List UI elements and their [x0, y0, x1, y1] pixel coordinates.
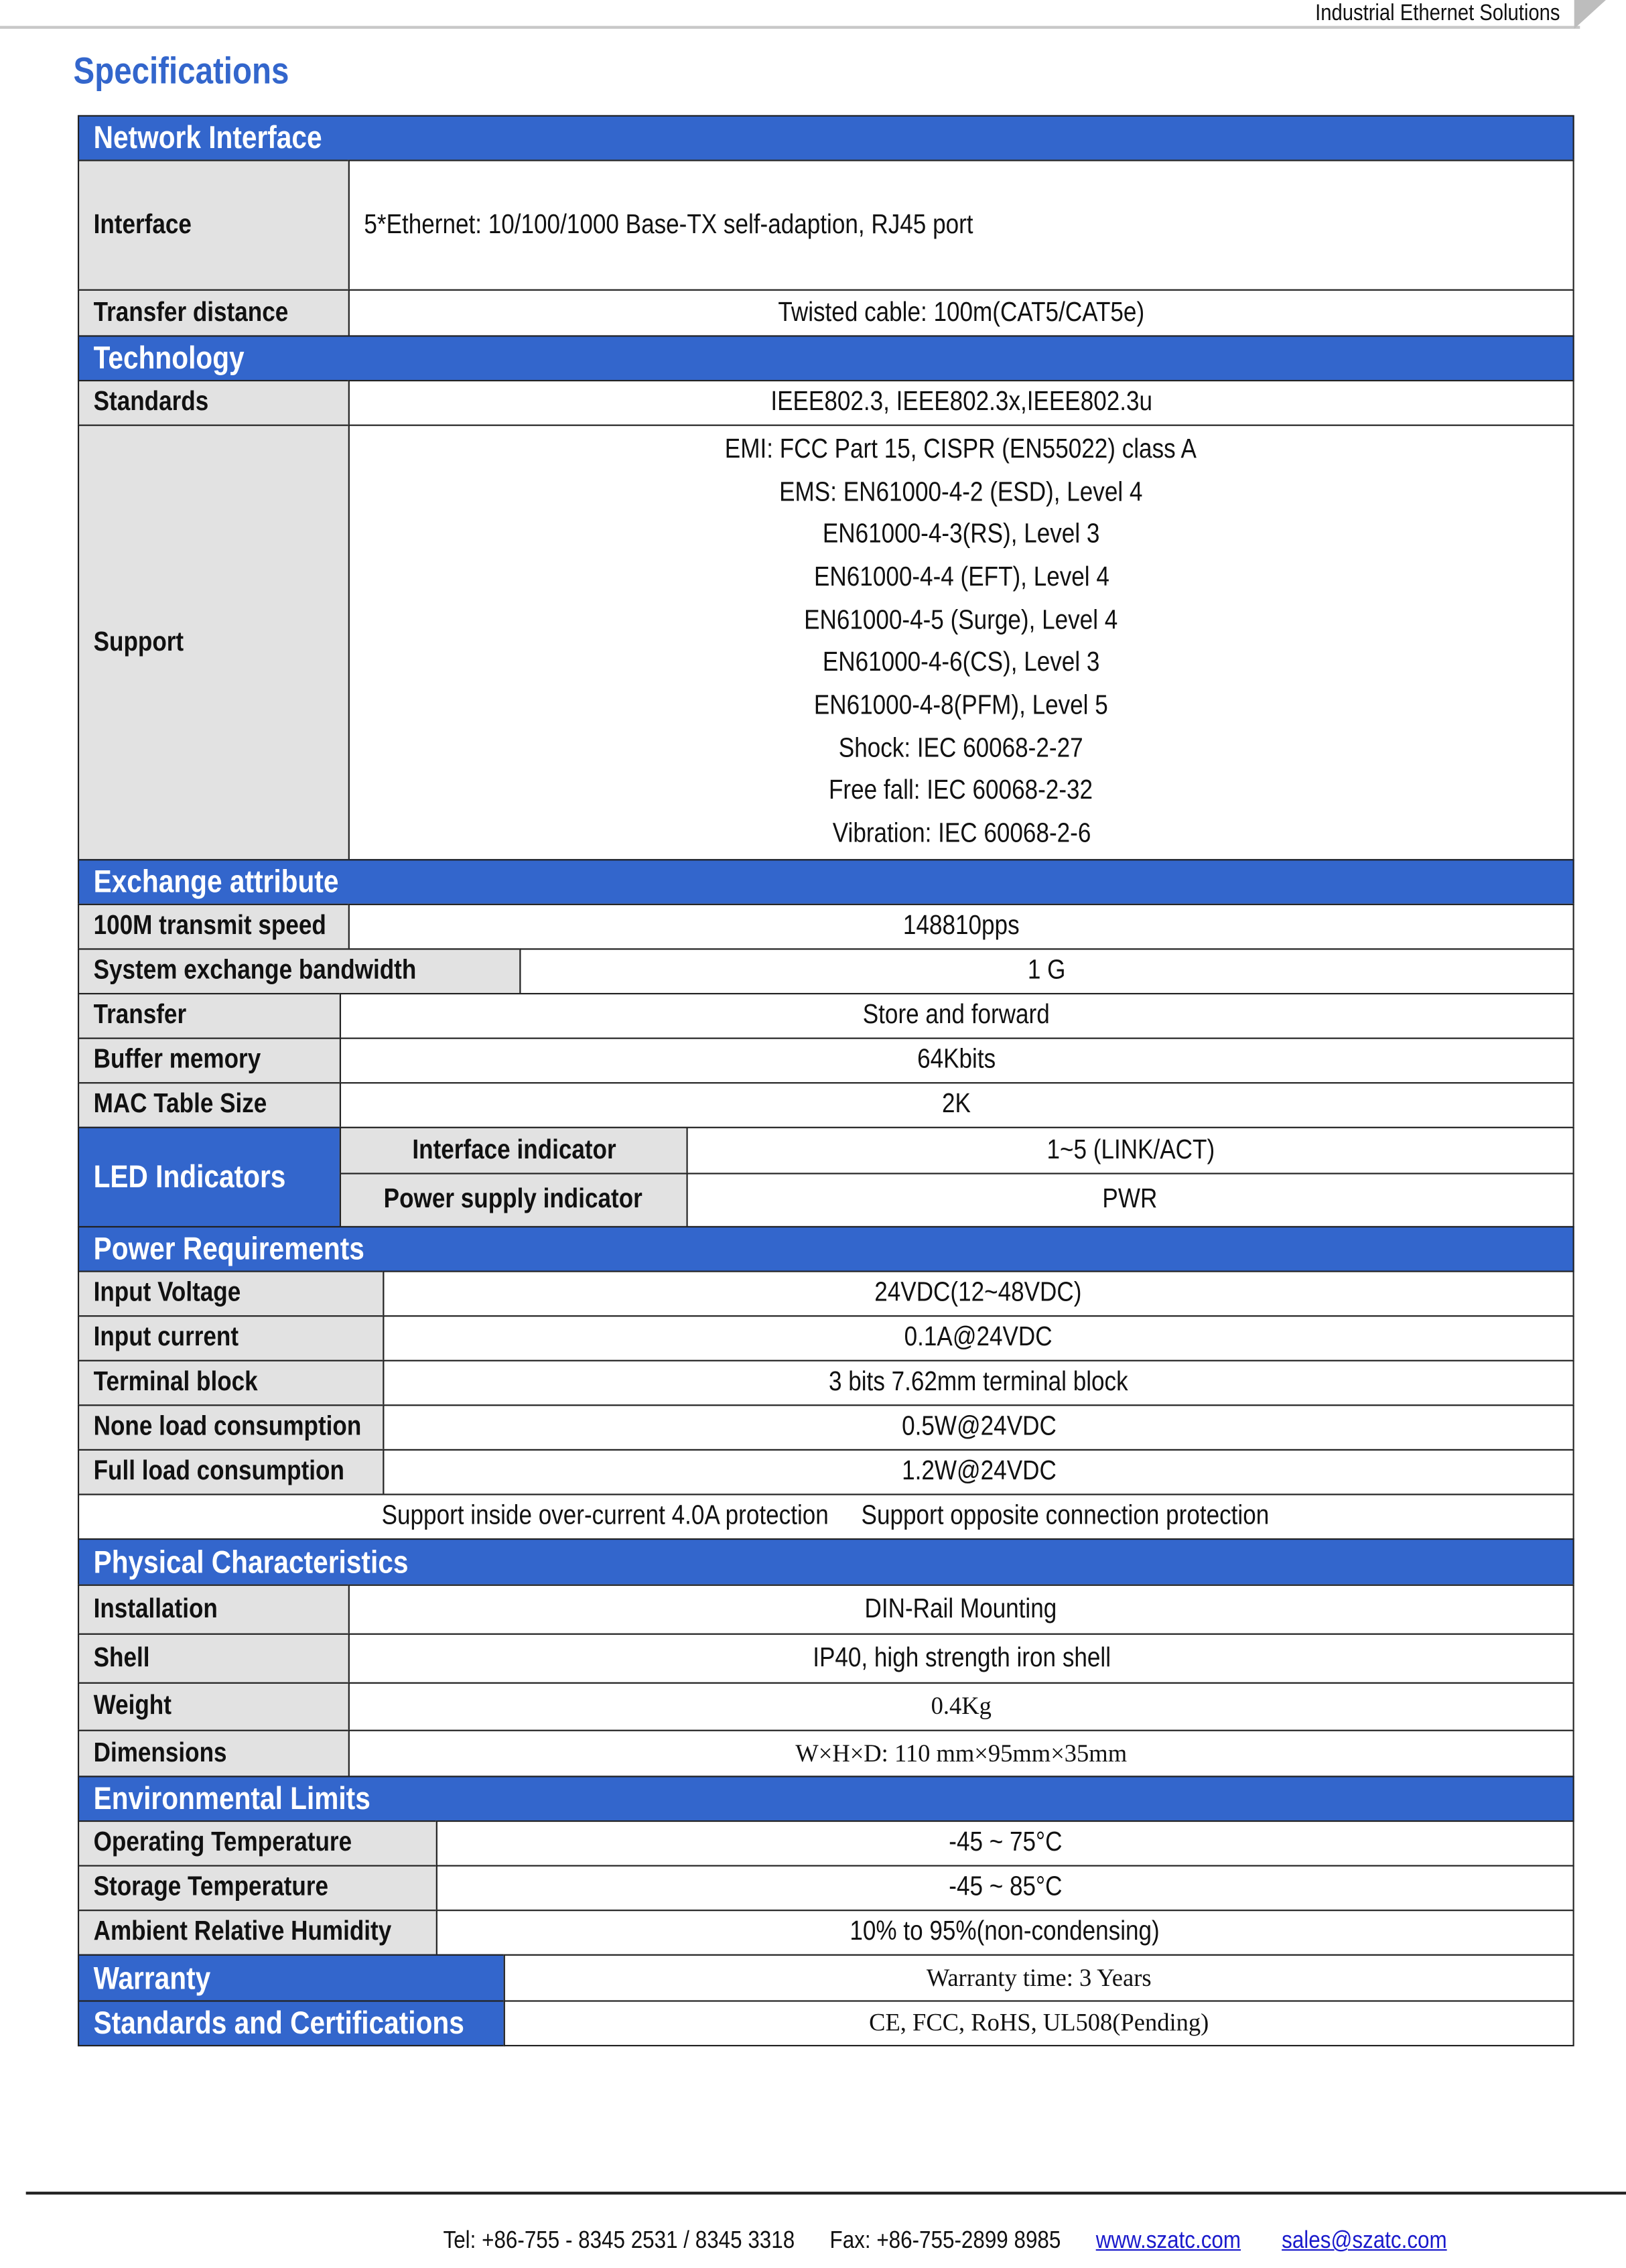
section-header-power-text: Power Requirements — [93, 1230, 364, 1267]
section-header-power — [78, 1226, 1574, 1272]
row-value-text: DIN-Rail Mounting — [865, 1593, 1058, 1624]
support-values-list — [348, 425, 1574, 861]
row-label — [78, 380, 350, 426]
footer-fax: Fax: +86-755-2899 8985 — [829, 2226, 1061, 2254]
row-value — [436, 1865, 1574, 1912]
row-value — [383, 1360, 1574, 1406]
row-value-text: -45 ~ 85°C — [948, 1872, 1062, 1903]
row-value-text: -45 ~ 75°C — [948, 1827, 1062, 1858]
section-header-physical — [78, 1538, 1574, 1586]
section-header-physical-text: Physical Characteristics — [93, 1543, 409, 1580]
row-value-text: 0.4Kg — [931, 1692, 992, 1720]
support-line: Vibration: IEC 60068-2-6 — [831, 819, 1091, 850]
row-value-text: 0.5W@24VDC — [901, 1411, 1056, 1443]
row-label — [78, 993, 341, 1039]
row-value-text: 2K — [942, 1089, 971, 1120]
section-header-certifications-text: Standards and Certifications — [93, 2004, 464, 2041]
support-line: EN61000-4-5 (Surge), Level 4 — [804, 605, 1118, 636]
header-triangle-decoration — [1574, 0, 1606, 29]
section-header-led — [78, 1127, 341, 1227]
row-label-text: System exchange bandwidth — [93, 955, 417, 986]
row-label-text: 100M transmit speed — [93, 911, 326, 941]
section-header-certifications — [78, 2000, 505, 2046]
row-label-text: Dimensions — [93, 1737, 227, 1768]
row-label-text: Installation — [93, 1593, 218, 1624]
row-value — [383, 1449, 1574, 1495]
row-label — [78, 1730, 350, 1778]
section-header-network — [78, 115, 1574, 161]
certifications-value — [504, 2000, 1574, 2046]
row-label-text: Input current — [93, 1322, 239, 1353]
email-link[interactable]: sales@szatc.com — [1282, 2226, 1447, 2254]
support-line: Shock: IEC 60068-2-27 — [839, 733, 1084, 764]
support-line: Free fall: IEC 60068-2-32 — [829, 776, 1093, 807]
row-label — [78, 289, 350, 337]
row-value-text: 0.1A@24VDC — [904, 1322, 1053, 1353]
row-label — [78, 1633, 350, 1684]
row-label — [78, 1038, 341, 1084]
section-header-environment — [78, 1776, 1574, 1822]
support-line: EN61000-4-8(PFM), Level 5 — [814, 690, 1109, 721]
footer-tel: Tel: +86-755 - 8345 2531 / 8345 3318 — [443, 2226, 795, 2254]
website-link[interactable]: www.szatc.com — [1095, 2226, 1241, 2254]
row-label — [78, 904, 350, 950]
row-value-text: 5*Ethernet: 10/100/1000 Base-TX self-adaption, RJ45 port — [364, 209, 973, 240]
row-label — [78, 1865, 437, 1912]
row-label — [78, 1315, 384, 1361]
warranty-value-text: Warranty time: 3 Years — [926, 1963, 1152, 1991]
support-line: EMS: EN61000-4-2 (ESD), Level 4 — [779, 477, 1143, 508]
section-header-technology — [78, 335, 1574, 381]
row-value — [436, 1910, 1574, 1956]
support-line: EMI: FCC Part 15, CISPR (EN55022) class A — [725, 434, 1197, 465]
row-value — [383, 1315, 1574, 1361]
row-label — [78, 948, 521, 994]
page-title: Specifications — [73, 49, 289, 92]
row-value-text: 24VDC(12~48VDC) — [874, 1278, 1083, 1309]
support-line: EN61000-4-3(RS), Level 3 — [822, 519, 1100, 550]
row-label — [78, 1082, 341, 1128]
row-value — [348, 1633, 1574, 1684]
row-value-text: 1~5 (LINK/ACT) — [1046, 1134, 1215, 1165]
row-label-text: Shell — [93, 1642, 150, 1673]
support-line: EN61000-4-4 (EFT), Level 4 — [813, 562, 1109, 593]
row-label — [78, 1820, 437, 1867]
row-label — [78, 1585, 350, 1635]
row-label-text: MAC Table Size — [93, 1089, 267, 1120]
row-label — [78, 1682, 350, 1731]
row-label-text: Operating Temperature — [93, 1827, 352, 1858]
section-header-environment-text: Environmental Limits — [93, 1780, 370, 1816]
row-value — [436, 1820, 1574, 1867]
row-label — [78, 1271, 384, 1317]
row-label — [78, 159, 350, 290]
row-value-text: 10% to 95%(non-condensing) — [850, 1916, 1160, 1947]
row-label-text: Standards — [93, 387, 209, 417]
row-label — [78, 1910, 437, 1956]
row-value — [348, 1585, 1574, 1635]
row-label-text: Full load consumption — [93, 1456, 344, 1487]
row-value-text: 1.2W@24VDC — [901, 1456, 1056, 1487]
section-header-led-text: LED Indicators — [93, 1158, 286, 1195]
row-value — [348, 904, 1574, 950]
row-label — [78, 425, 350, 861]
row-label-text: Weight — [93, 1690, 172, 1721]
row-label-text: Input Voltage — [93, 1278, 241, 1309]
row-label — [78, 1449, 384, 1495]
row-label — [340, 1173, 688, 1227]
section-header-network-text: Network Interface — [93, 119, 322, 155]
footer-contact — [444, 2226, 1447, 2255]
row-value-text: IEEE802.3, IEEE802.3x,IEEE802.3u — [770, 387, 1152, 417]
section-header-exchange — [78, 859, 1574, 905]
row-value — [348, 380, 1574, 426]
row-value-text: Store and forward — [863, 1000, 1051, 1030]
power-protection-note-text: Support inside over-current 4.0A protection Support opposite connection protection — [382, 1501, 1270, 1532]
row-label-text: Storage Temperature — [93, 1872, 329, 1903]
footer-rule — [26, 2192, 1626, 2194]
row-value — [348, 1682, 1574, 1731]
row-value-text: IP40, high strength iron shell — [812, 1642, 1111, 1673]
row-value — [340, 1038, 1574, 1084]
row-label-text: None load consumption — [93, 1411, 362, 1443]
row-value — [348, 1730, 1574, 1778]
row-value — [340, 993, 1574, 1039]
row-value — [383, 1404, 1574, 1451]
row-value-text: PWR — [1103, 1184, 1158, 1215]
section-header-technology-text: Technology — [93, 339, 245, 376]
support-line: EN61000-4-6(CS), Level 3 — [822, 648, 1100, 679]
row-value-text: 148810pps — [902, 911, 1020, 941]
row-label-text: Interface indicator — [411, 1134, 616, 1165]
row-label-text: Interface — [93, 209, 192, 240]
row-label-text: Support — [93, 626, 184, 657]
row-value-text: 64Kbits — [917, 1045, 996, 1075]
row-label-text: Buffer memory — [93, 1045, 261, 1075]
header-tagline: Industrial Ethernet Solutions — [1314, 1, 1560, 26]
row-value-text: 1 G — [1028, 955, 1066, 986]
row-value-text: 3 bits 7.62mm terminal block — [829, 1367, 1128, 1398]
section-header-warranty-text: Warranty — [93, 1959, 211, 1995]
warranty-value — [504, 1954, 1574, 2002]
row-label-text: Transfer distance — [93, 297, 289, 328]
power-protection-note — [78, 1493, 1574, 1540]
row-value-text: W×H×D: 110 mm×95mm×35mm — [795, 1739, 1128, 1767]
row-value — [348, 289, 1574, 337]
row-value — [348, 159, 1574, 290]
row-value — [519, 948, 1574, 994]
row-value — [340, 1082, 1574, 1128]
row-value — [687, 1173, 1574, 1227]
row-label-text: Terminal block — [93, 1367, 258, 1398]
row-label-text: Power supply indicator — [384, 1184, 643, 1215]
row-label-text: Ambient Relative Humidity — [93, 1916, 392, 1947]
row-label — [340, 1127, 688, 1175]
row-label — [78, 1360, 384, 1406]
section-header-warranty — [78, 1954, 505, 2002]
certifications-value-text: CE, FCC, RoHS, UL508(Pending) — [869, 2009, 1209, 2037]
row-value — [383, 1271, 1574, 1317]
row-label-text: Transfer — [93, 1000, 187, 1030]
section-header-exchange-text: Exchange attribute — [93, 863, 339, 900]
row-label — [78, 1404, 384, 1451]
row-value — [687, 1127, 1574, 1175]
row-value-text: Twisted cable: 100m(CAT5/CAT5e) — [778, 297, 1145, 328]
